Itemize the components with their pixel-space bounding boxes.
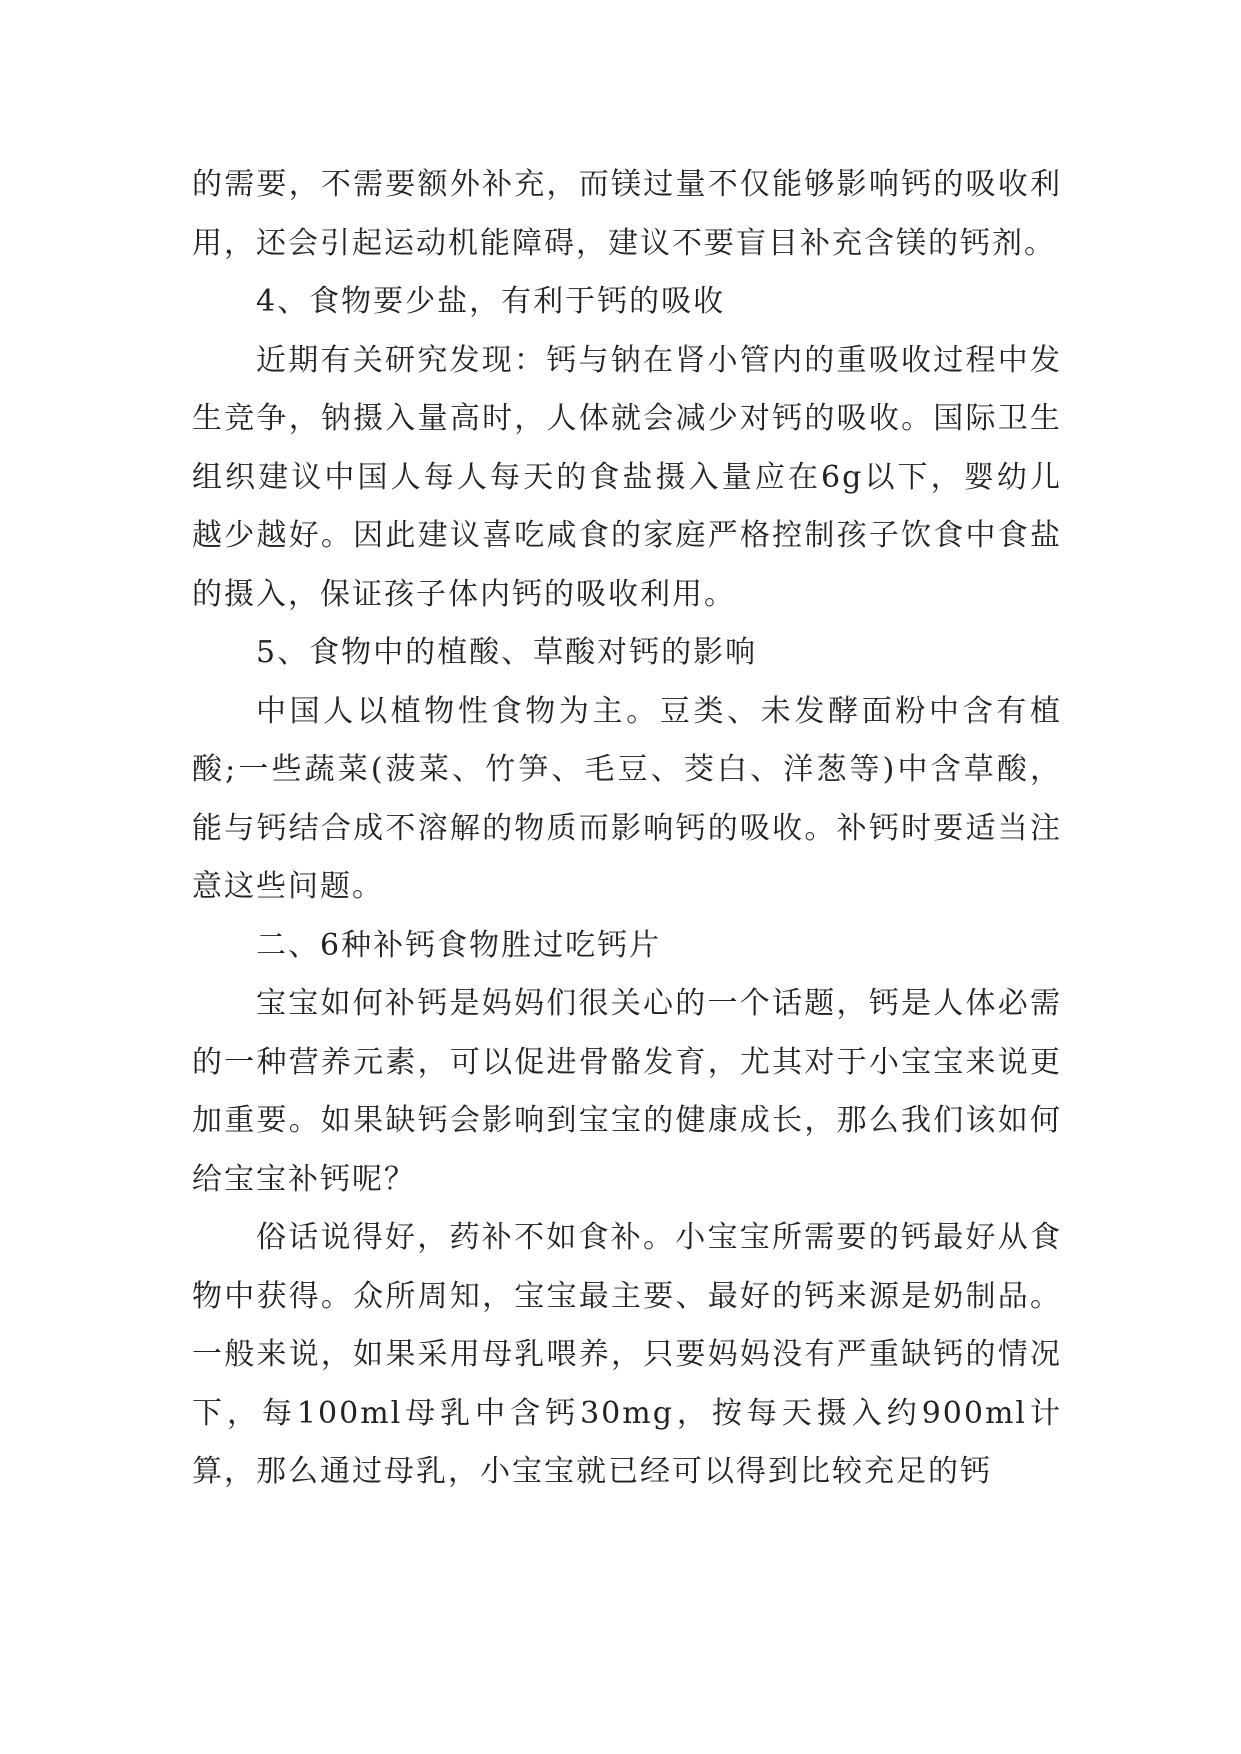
- paragraph-5: 俗话说得好，药补不如食补。小宝宝所需要的钙最好从食物中获得。众所周知，宝宝最主要、最好的钙来源是奶制品。一般来说，如果采用母乳喂养，只要妈妈没有严重缺钙的情况下，每100ml母乳中含钙30mg，按每天摄入约900ml计算，那么通过母乳，小宝宝就已经可以得到比较充足的钙: [192, 1220, 1062, 1489]
- section-heading-2: 二、6种补钙食物胜过吃钙片: [256, 927, 662, 963]
- paragraph-2: 近期有关研究发现：钙与钠在肾小管内的重吸收过程中发生竞争，钠摄入量高时，人体就会减少对钙的吸收。国际卫生组织建议中国人每人每天的食盐摄入量应在6g以下，婴幼儿越少越好。因此建议喜吃咸食的家庭严格控制孩子饮食中食盐的摄入，保证孩子体内钙的吸收利用。: [192, 342, 1062, 612]
- paragraph-3: 中国人以植物性食物为主。豆类、未发酵面粉中含有植酸;一些蔬菜(菠菜、竹笋、毛豆、茭白、洋葱等)中含草酸，能与钙结合成不溶解的物质而影响钙的吸收。补钙时要适当注意这些问题。: [192, 693, 1062, 904]
- paragraph-1: 的需要，不需要额外补充，而镁过量不仅能够影响钙的吸收利用，还会引起运动机能障碍，建议不要盲目补充含镁的钙剂。: [192, 167, 1062, 261]
- document-body: [192, 156, 1062, 1502]
- section-heading-4: 4、食物要少盐，有利于钙的吸收: [256, 284, 726, 319]
- section-heading-5: 5、食物中的植酸、草酸对钙的影响: [256, 635, 758, 670]
- paragraph-4: 宝宝如何补钙是妈妈们很关心的一个话题，钙是人体必需的一种营养元素，可以促进骨骼发育，尤其对于小宝宝来说更加重要。如果缺钙会影响到宝宝的健康成长，那么我们该如何给宝宝补钙呢？: [192, 986, 1062, 1197]
